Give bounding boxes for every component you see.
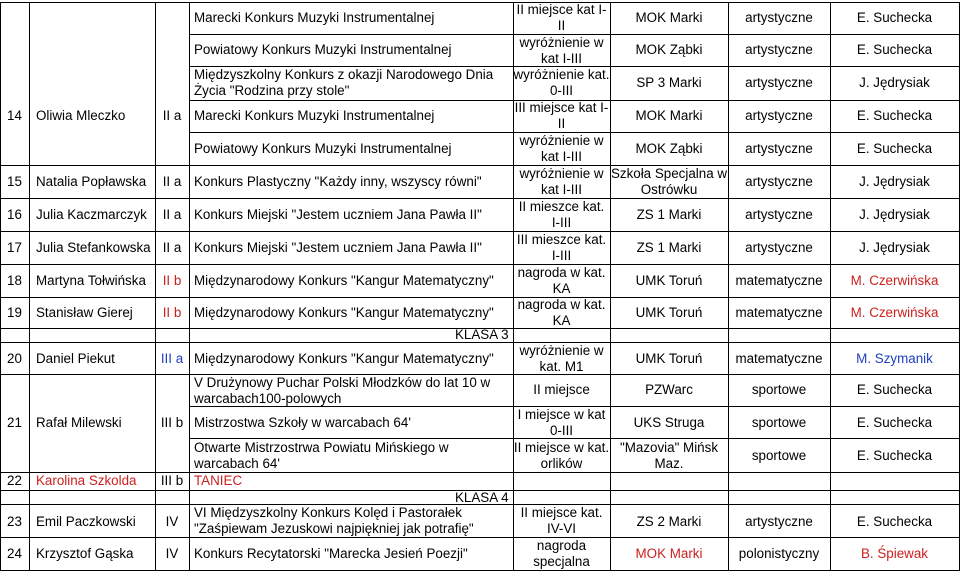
cell-contest: VI Międzyszkolny Konkurs Kolęd i Pastorałek "Zaśpiewam Jezuskowi najpiękniej jak potrafię" (194, 505, 474, 536)
cell-contest: Konkurs Plastyczny "Każdy inny, wszyscy równi" (194, 174, 482, 189)
grid-line (0, 198, 960, 199)
grid-line (0, 231, 960, 232)
cell-teacher: M. Czerwińska (850, 305, 939, 320)
cell-result: II mieszce kat. I-III (518, 199, 605, 230)
cell-contest: Międzynarodowy Konkurs "Kangur Matematyczny" (194, 351, 494, 366)
cell-result: wyróżnienie w kat I-III (519, 133, 604, 164)
cell-organizer: MOK Marki (635, 108, 703, 123)
grid-line (0, 537, 960, 538)
cell-category: artystyczne (745, 75, 813, 90)
cell-category: artystyczne (745, 514, 813, 529)
grid-line (0, 165, 960, 166)
grid-line (0, 264, 960, 265)
cell-student-name: Stanisław Gierej (36, 305, 133, 320)
cell-organizer: UMK Toruń (635, 351, 703, 366)
cell-teacher: M. Szymanik (856, 351, 933, 366)
cell-contest: Powiatowy Konkurs Muzyki Instrumentalnej (194, 42, 452, 57)
cell-organizer: SP 3 Marki (636, 75, 702, 90)
cell-number: 19 (7, 305, 22, 320)
cell-organizer: UKS Struga (633, 415, 705, 430)
cell-result: nagroda w kat. KA (517, 297, 606, 328)
cell-organizer: ZS 2 Marki (636, 514, 702, 529)
cell-contest: Powiatowy Konkurs Muzyki Instrumentalnej (194, 141, 452, 156)
cell-category: artystyczne (745, 108, 813, 123)
cell-result: wyróżnienie w kat I-III (519, 166, 604, 197)
cell-student-name: Karolina Szkolda (36, 473, 137, 488)
cell-result: nagroda w kat. KA (517, 265, 606, 296)
cell-student-name: Julia Kaczmarczyk (36, 207, 147, 222)
cell-organizer: MOK Ząbki (635, 141, 703, 156)
grid-line (29, 2, 30, 570)
cell-teacher: M. Czerwińska (850, 273, 939, 288)
cell-category: matematyczne (735, 305, 823, 320)
cell-teacher: J. Jędrysiak (859, 174, 930, 189)
grid-line (0, 2, 960, 3)
cell-organizer: "Mazovia" Mińsk Maz. (619, 440, 719, 471)
cell-teacher: J. Jędrysiak (859, 75, 930, 90)
cell-number: 24 (7, 546, 22, 561)
cell-category: sportowe (751, 415, 807, 430)
cell-result: II miejsce (533, 382, 590, 397)
cell-student-name: Emil Paczkowski (36, 514, 136, 529)
cell-result: wyróżnienie w kat. M1 (519, 343, 604, 374)
cell-number: 15 (7, 174, 22, 189)
cell-class: II a (162, 207, 182, 222)
cell-class: II b (162, 305, 182, 320)
cell-class: II a (162, 174, 182, 189)
cell-contest: TANIEC (194, 473, 243, 488)
cell-teacher: E. Suchecka (856, 108, 933, 123)
cell-class: III b (160, 473, 184, 488)
cell-class: IV (165, 514, 179, 529)
cell-contest: Konkurs Recytatorski "Marecka Jesień Poezji" (194, 546, 468, 561)
cell-category: matematyczne (735, 273, 823, 288)
cell-teacher: E. Suchecka (856, 141, 933, 156)
cell-teacher: J. Jędrysiak (859, 240, 930, 255)
cell-teacher: E. Suchecka (856, 514, 933, 529)
cell-category: matematyczne (735, 351, 823, 366)
grid-line (0, 570, 960, 571)
cell-number: 20 (7, 351, 22, 366)
cell-result: nagroda specjalna (533, 538, 590, 569)
cell-result: III mieszce kat. I-III (516, 232, 607, 263)
cell-category: polonistyczny (738, 546, 820, 561)
cell-organizer: ZS 1 Marki (636, 207, 702, 222)
cell-number: 21 (7, 415, 22, 430)
cell-organizer: ZS 1 Marki (636, 240, 702, 255)
cell-number: 18 (7, 273, 22, 288)
cell-number: 16 (7, 207, 22, 222)
cell-contest: Marecki Konkurs Muzyki Instrumentalnej (194, 10, 435, 25)
cell-contest: Mistrzostwa Szkoły w warcabach 64' (194, 415, 411, 430)
cell-contest: Marecki Konkurs Muzyki Instrumentalnej (194, 108, 435, 123)
cell-organizer: UMK Toruń (635, 305, 703, 320)
cell-teacher: E. Suchecka (856, 42, 933, 57)
cell-student-name: Krzysztof Gąska (36, 546, 134, 561)
cell-organizer: PZWarc (645, 382, 693, 397)
cell-contest: Otwarte Mistrzostrwa Powiatu Mińskiego w warcabach 64' (194, 440, 449, 471)
cell-organizer: UMK Toruń (635, 273, 703, 288)
cell-class: II a (162, 240, 182, 255)
cell-student-name: Julia Stefankowska (36, 240, 151, 255)
cell-class: IV (165, 546, 179, 561)
cell-contest: Konkurs Miejski "Jestem uczniem Jana Pawła II" (194, 240, 482, 255)
cell-result: II miejsce kat I-II (516, 2, 607, 33)
section-header-klasa-3: KLASA 3 (455, 327, 509, 342)
cell-result: II miejsce kat. IV-VI (520, 505, 603, 536)
cell-teacher: E. Suchecka (856, 448, 933, 463)
cell-category: artystyczne (745, 174, 813, 189)
cell-class: II b (162, 273, 182, 288)
cell-contest: Międzynarodowy Konkurs "Kangur Matematyczny" (194, 273, 494, 288)
cell-number: 17 (7, 240, 22, 255)
cell-student-name: Natalia Popławska (36, 174, 147, 189)
cell-contest: Międzyszkolny Konkurs z okazji Narodowego Dnia Życia "Rodzina przy stole" (194, 67, 494, 98)
cell-organizer: Szkoła Specjalna w Ostrówku (610, 166, 728, 197)
grid-line (0, 297, 960, 298)
cell-contest: Międzynarodowy Konkurs "Kangur Matematyczny" (194, 305, 494, 320)
cell-contest: V Drużynowy Puchar Polski Młodzków do lat 10 w warcabach100-polowych (194, 375, 491, 406)
cell-category: sportowe (751, 448, 807, 463)
cell-class: III a (160, 351, 184, 366)
cell-class: II a (162, 108, 182, 123)
cell-category: artystyczne (745, 10, 813, 25)
grid-line (0, 472, 960, 473)
cell-contest: Konkurs Miejski "Jestem uczniem Jana Pawła II" (194, 207, 482, 222)
cell-organizer: MOK Marki (635, 10, 703, 25)
cell-category: artystyczne (745, 207, 813, 222)
cell-teacher: J. Jędrysiak (859, 207, 930, 222)
cell-result: III miejsce kat I-II (514, 100, 609, 131)
cell-category: artystyczne (745, 141, 813, 156)
cell-result: wyróżnienie kat. 0-III (513, 67, 610, 98)
cell-organizer: MOK Ząbki (635, 42, 703, 57)
cell-student-name: Oliwia Mleczko (36, 108, 126, 123)
cell-teacher: E. Suchecka (856, 415, 933, 430)
cell-category: sportowe (751, 382, 807, 397)
cell-result: I miejsce w kat 0-III (517, 407, 606, 438)
cell-student-name: Rafał Milewski (36, 415, 122, 430)
cell-class: III b (160, 415, 184, 430)
cell-category: artystyczne (745, 42, 813, 57)
cell-number: 22 (7, 473, 22, 488)
cell-teacher: B. Śpiewak (861, 546, 928, 561)
cell-result: II miejsce w kat. orlików (513, 440, 610, 471)
section-header-klasa-4: KLASA 4 (455, 490, 509, 505)
cell-result: wyróżnienie w kat I-III (519, 35, 604, 66)
cell-category: artystyczne (745, 240, 813, 255)
grid-line (189, 2, 190, 570)
cell-student-name: Daniel Piekut (36, 351, 115, 366)
cell-teacher: E. Suchecka (856, 382, 933, 397)
cell-student-name: Martyna Tołwińska (36, 273, 146, 288)
cell-number: 14 (7, 108, 22, 123)
cell-number: 23 (7, 514, 22, 529)
cell-teacher: E. Suchecka (856, 10, 933, 25)
cell-organizer: MOK Marki (635, 546, 703, 561)
